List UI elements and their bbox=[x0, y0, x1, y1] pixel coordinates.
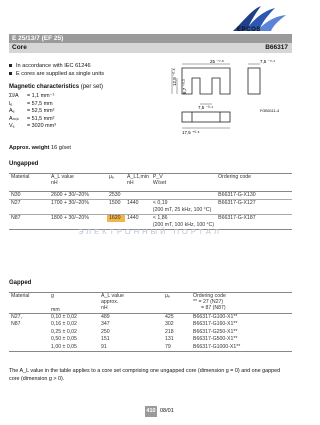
dim-height: 12,8 ⁻⁰·⁸ bbox=[172, 68, 177, 86]
dim-leg: 7,5 ⁻⁰·⁴ bbox=[198, 105, 214, 110]
gapped-table bbox=[9, 292, 292, 352]
feature-item: In accordance with IEC 61246 bbox=[9, 62, 104, 70]
table-row: 0,25 ± 0,02 250 218 B66317-G250-X1** bbox=[51, 328, 238, 335]
part-number: B66317 bbox=[265, 44, 288, 51]
table-row: N27 1700 + 30/–20% 1500 1440 < 0,19 B66317-G-X127 bbox=[9, 199, 292, 207]
table-header: Material g mm A_L value approx. nH μₑ Ordering code ** = 27 (N27) = 87 (N87) bbox=[9, 293, 292, 314]
ungapped-table bbox=[9, 173, 292, 230]
drawing-code: FGB0111-4 bbox=[260, 109, 280, 113]
section-title: Core bbox=[12, 44, 27, 51]
footnote: The A_L value in the table applies to a core set comprising one ungapped core (dimension g = 0) and one gapped core (dimension g > 0). bbox=[9, 368, 281, 382]
magnetic-row: Vₑ = 3020 mm³ bbox=[9, 123, 56, 130]
table-row: N30 2600 + 30/–20% 2530 B66317-G-X130 bbox=[9, 192, 292, 200]
magnetic-row: Aₘᵢₙ = 51,5 mm² bbox=[9, 115, 55, 122]
magnetic-list bbox=[9, 93, 56, 131]
section-bar bbox=[9, 43, 292, 53]
highlighted-cell: 1620 bbox=[107, 214, 125, 222]
bullet-icon bbox=[9, 72, 12, 75]
table-row: N87 0,16 ± 0,02 347 302 B66317-G160-X1** bbox=[11, 321, 238, 327]
table-row: (200 mT, 25 kHz, 100 °C) bbox=[152, 206, 212, 213]
dim-inner: 8,7 ⁺⁰·³ bbox=[182, 79, 187, 94]
core-drawing bbox=[160, 60, 292, 148]
magnetic-row: lₑ = 57,5 mm bbox=[9, 100, 53, 107]
magnetic-heading: Magnetic characteristics (per set) bbox=[9, 84, 104, 90]
page-title: E 25/13/7 (EF 25) bbox=[9, 34, 292, 43]
logo-text: EPCOS bbox=[237, 27, 262, 33]
table-header: Material A_L value nH μₑ A_L1,min nH P_V W/set Ordering code bbox=[9, 174, 292, 192]
table-row: (200 mT, 100 kHz, 100 °C) bbox=[9, 222, 292, 230]
bullet-icon bbox=[9, 64, 12, 67]
feature-item: E cores are supplied as single units bbox=[9, 70, 104, 78]
dim-window: 17,5 ⁺⁰·⁶ bbox=[182, 130, 200, 135]
weight: Approx. weight 16 g/set bbox=[9, 145, 71, 151]
table-row: 1,00 ± 0,05 91 79 B66317-G1000-X1** bbox=[9, 344, 292, 352]
dim-side: 7,5 ⁻⁰·⁴ bbox=[260, 60, 276, 64]
table-row: 0,50 ± 0,05 151 131 B66317-G500-X1** bbox=[51, 336, 238, 342]
watermark: ЭЛЕКТРОННЫЙ ПОРТАЛ bbox=[78, 227, 222, 236]
feature-list bbox=[9, 62, 104, 78]
magnetic-row: Σl/A = 1,1 mm⁻¹ bbox=[9, 93, 55, 99]
dim-width: 25 ⁻⁰·⁸ bbox=[210, 60, 224, 64]
gapped-heading: Gapped bbox=[9, 280, 32, 286]
page-date: 08/01 bbox=[160, 408, 174, 414]
page-number: 410 bbox=[145, 406, 157, 417]
table-row: N87 1800 + 30/–20% 1620 1440 < 1,86 B66317-G-X187 bbox=[9, 214, 292, 222]
table-row: N27, 0,10 ± 0,02 489 425 B66317-G100-X1** bbox=[11, 314, 238, 320]
magnetic-row: Aₑ = 52,5 mm² bbox=[9, 108, 55, 115]
ungapped-heading: Ungapped bbox=[9, 161, 39, 167]
